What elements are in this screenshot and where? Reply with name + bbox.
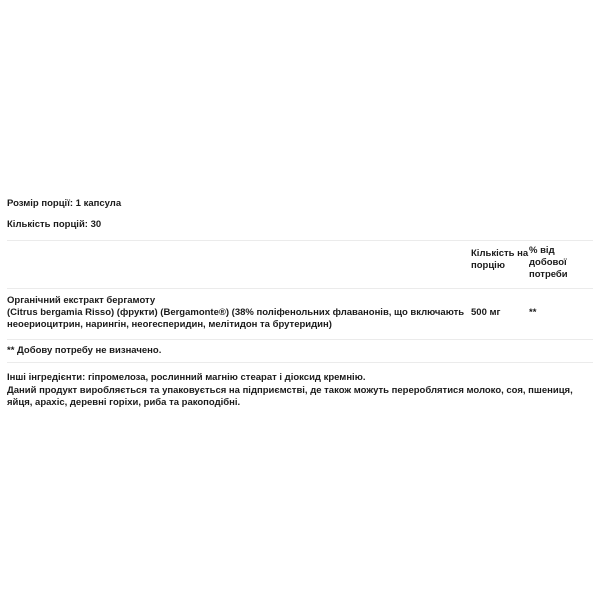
allergen-warning-line: яйця, арахіс, деревні горіхи, риба та ракоподібні. (7, 397, 241, 408)
ingredient-name-line: неоериоцитрин, нарингін, неогесперидин, мелітидон та брутеридин) (7, 319, 332, 330)
supplement-facts-panel (7, 198, 593, 410)
ingredient-name (7, 289, 471, 340)
footnote-row (7, 340, 593, 363)
table-row (7, 289, 593, 340)
allergen-warning-line: Даний продукт виробляється та упаковується на підприємстві, де також можуть перероблятися молоко, соя, пшениця, (7, 384, 573, 396)
ingredient-daily-value: ** (529, 289, 593, 340)
serving-size: Розмір порції: 1 капсула (7, 198, 122, 209)
supplement-facts-table (7, 240, 593, 363)
header-amount-per-serving: Кількість на порцію (471, 241, 529, 289)
other-ingredients-line: Інші інгредієнти: гіпромелоза, рослинний магнію стеарат і діоксид кремнію. (7, 372, 366, 383)
ingredient-name-line: Органічний екстракт бергамоту (7, 295, 156, 306)
header-ingredient (7, 241, 471, 289)
other-ingredients (7, 372, 593, 410)
servings-count: Кількість порцій: 30 (7, 219, 102, 230)
ingredient-name-line: (Citrus bergamia Risso) (фрукти) (Bergamonte®) (38% поліфенольних флаванонів, що включають (7, 307, 465, 318)
header-daily-value: % від добової потреби (529, 241, 593, 289)
daily-value-footnote: ** Добову потребу не визначено. (7, 340, 593, 363)
table-header-row (7, 241, 593, 289)
ingredient-amount: 500 мг (471, 289, 529, 340)
